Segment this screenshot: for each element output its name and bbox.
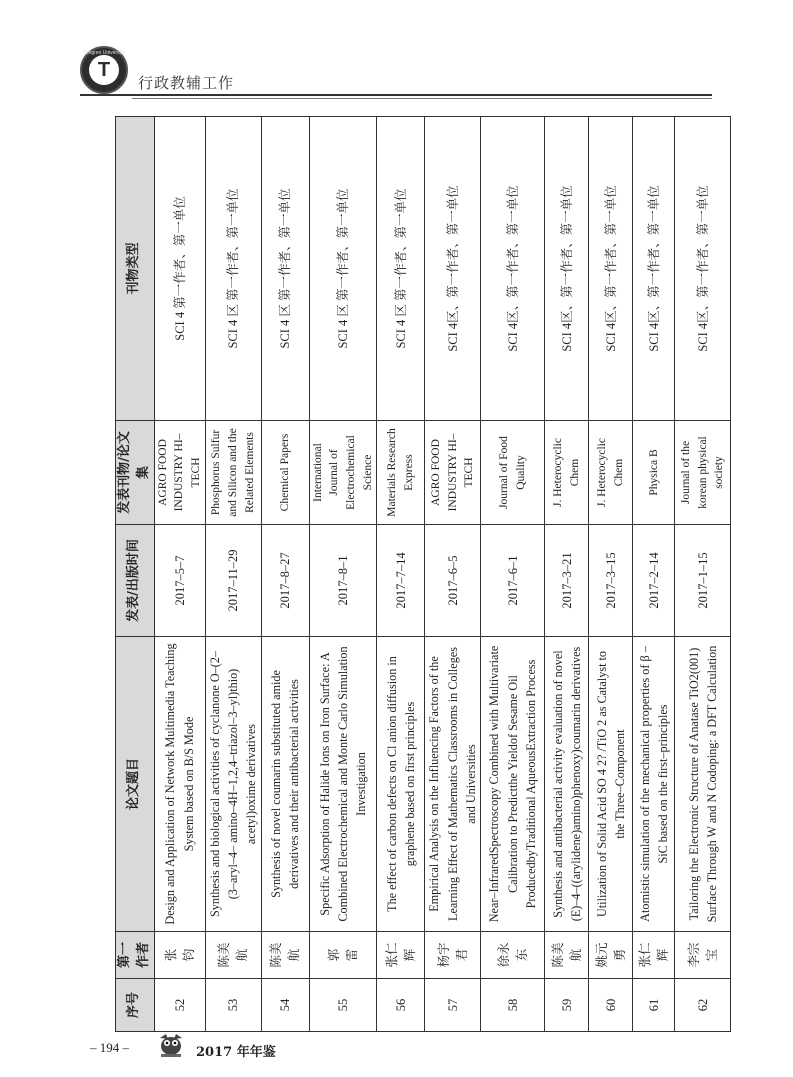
cell-journal: Journal of the korean physical society xyxy=(675,421,731,525)
cell-type: SCI 4 区 第一作者、第一单位 xyxy=(205,117,261,421)
cell-author: 姚元勇 xyxy=(589,932,633,979)
cell-journal: International Journal of Electrochemical Science xyxy=(309,421,377,525)
cell-number: 55 xyxy=(309,979,377,1032)
cell-date: 2017–2–14 xyxy=(633,525,675,637)
cell-author: 李宗宝 xyxy=(675,932,731,979)
section-title: 行政教辅工作 xyxy=(138,74,235,92)
papers-table-container xyxy=(115,117,726,1032)
table-row xyxy=(425,117,481,1032)
cell-number: 59 xyxy=(545,979,589,1032)
mascot-icon xyxy=(156,1030,186,1058)
cell-author: 陈美航 xyxy=(205,932,261,979)
cell-journal: AGRO FOOD INDUSTRY HI–TECH xyxy=(425,421,481,525)
cell-number: 60 xyxy=(589,979,633,1032)
cell-date: 2017–5–7 xyxy=(154,525,205,637)
cell-journal: Journal of Food Quality xyxy=(481,421,545,525)
cell-date: 2017–11–29 xyxy=(205,525,261,637)
table-row xyxy=(377,117,425,1032)
cell-number: 54 xyxy=(261,979,309,1032)
cell-date: 2017–6–5 xyxy=(425,525,481,637)
cell-title: Synthesis and biological activities of cyclanone O–(2–(3–aryl–4– amino–4H–1,2,4–triazol–3–yl)thio) acetyl)oxime derivatives xyxy=(205,637,261,932)
table-row xyxy=(309,117,377,1032)
table-row xyxy=(154,117,205,1032)
cell-title: The effect of carbon defects on Cl anion diffusion in graphene based on first principles xyxy=(377,637,425,932)
header-divider xyxy=(80,94,712,96)
cell-date: 2017–3–15 xyxy=(589,525,633,637)
table-row xyxy=(545,117,589,1032)
header-divider-thin xyxy=(132,98,712,99)
cell-number: 62 xyxy=(675,979,731,1032)
cell-number: 56 xyxy=(377,979,425,1032)
cell-title: Synthesis of novel coumarin substituted amide derivatives and their antibacterial activities xyxy=(261,637,309,932)
table-row xyxy=(675,117,731,1032)
cell-type: SCI 4区、第一作者、第一单位 xyxy=(675,117,731,421)
papers-table xyxy=(115,116,731,1032)
cell-title: Atomistic simulation of the mechanical properties of β –SiC based on the first–principles xyxy=(633,637,675,932)
cell-type: SCI 4区、第一作者、第一单位 xyxy=(481,117,545,421)
cell-author: 陈美航 xyxy=(261,932,309,979)
table-row xyxy=(261,117,309,1032)
table-row xyxy=(205,117,261,1032)
cell-type: SCI 4区、第一作者、第一单位 xyxy=(589,117,633,421)
cell-journal: J. Heterocyclic Chem xyxy=(589,421,633,525)
header-col-paper-title: 论文题目 xyxy=(116,637,155,932)
table-row xyxy=(481,117,545,1032)
cell-title: Utilization of Solid Acid SO 4 2? /TiO 2 as Catalyst to the Three–Component xyxy=(589,637,633,932)
cell-title: Design and Application of Network Multimedia Teaching System based on B/S Mode xyxy=(154,637,205,932)
cell-author: 徐永东 xyxy=(481,932,545,979)
cell-journal: Phosphorus Sulfur and Silicon and the Related Elements xyxy=(205,421,261,525)
cell-date: 2017–3–21 xyxy=(545,525,589,637)
cell-author: 杨宇君 xyxy=(425,932,481,979)
header-col-number: 序号 xyxy=(116,979,155,1032)
header-col-journal-type: 刊物类型 xyxy=(116,117,155,421)
cell-title: Near–InfraredSpectroscopy Combined with Multivariate Calibration to Predictthe Yieldof Sesame Oil ProducedbyTraditional AqueousExtraction Process xyxy=(481,637,545,932)
table-header-row xyxy=(116,117,155,1032)
cell-type: SCI 4 区 第一作者、第一单位 xyxy=(309,117,377,421)
logo-text: Tongren University xyxy=(83,50,125,56)
cell-author: 张仁辉 xyxy=(633,932,675,979)
cell-date: 2017–8–27 xyxy=(261,525,309,637)
cell-author: 郭 雷 xyxy=(309,932,377,979)
cell-type: SCI 4 区 第一作者、第一单位 xyxy=(377,117,425,421)
cell-title: Empirical Analysis on the Influencing Factors of the Learning Effect of Mathematics Classrooms in Colleges and Universities xyxy=(425,637,481,932)
cell-title: Specific Adsorption of Halide Ions on Iron Surface: A Combined Electrochemical and Monte Carlo Simulation Investigation xyxy=(309,637,377,932)
header-col-journal: 发表刊物/论文集 xyxy=(116,421,155,525)
cell-author: 张仁辉 xyxy=(377,932,425,979)
cell-author: 张 钧 xyxy=(154,932,205,979)
cell-journal: J. Heterocyclic Chem xyxy=(545,421,589,525)
table-row xyxy=(633,117,675,1032)
cell-date: 2017–8–1 xyxy=(309,525,377,637)
table-row xyxy=(589,117,633,1032)
cell-journal: Physica B xyxy=(633,421,675,525)
table-body xyxy=(154,117,731,1032)
cell-number: 57 xyxy=(425,979,481,1032)
cell-date: 2017–6–1 xyxy=(481,525,545,637)
header-col-first-author: 第一作者 xyxy=(116,932,155,979)
cell-type: SCI 4区、第一作者、第一单位 xyxy=(425,117,481,421)
cell-date: 2017–1–15 xyxy=(675,525,731,637)
cell-date: 2017–7–14 xyxy=(377,525,425,637)
cell-type: SCI 4区、第一作者、第一单位 xyxy=(545,117,589,421)
cell-number: 52 xyxy=(154,979,205,1032)
cell-type: SCI 4区、第一作者、第一单位 xyxy=(633,117,675,421)
university-logo xyxy=(80,46,128,94)
logo-glyph: T xyxy=(89,55,119,85)
cell-journal: AGRO FOOD INDUSTRY HI–TECH xyxy=(154,421,205,525)
cell-title: Tailoring the Electronic Structure of Anatase TiO2(001) Surface Through W and N Codoping: a DFT Calculation xyxy=(675,637,731,932)
cell-type: SCI 4 第一作者、第一单位 xyxy=(154,117,205,421)
cell-number: 53 xyxy=(205,979,261,1032)
cell-number: 58 xyxy=(481,979,545,1032)
cell-journal: Materials Research Express xyxy=(377,421,425,525)
yearbook-label: 2017 年年鉴 xyxy=(196,1045,276,1060)
cell-author: 陈美航 xyxy=(545,932,589,979)
cell-journal: Chemical Papers xyxy=(261,421,309,525)
page-number: – 194 – xyxy=(90,1040,129,1055)
cell-number: 61 xyxy=(633,979,675,1032)
cell-type: SCI 4 区 第一作者、第一单位 xyxy=(261,117,309,421)
cell-title: Synthesis and antibacterial activity evaluation of novel (E)–4–((arylidene)amino)phenoxy)coumarin derivatives xyxy=(545,637,589,932)
header-col-publish-date: 发表/出版时间 xyxy=(116,525,155,637)
